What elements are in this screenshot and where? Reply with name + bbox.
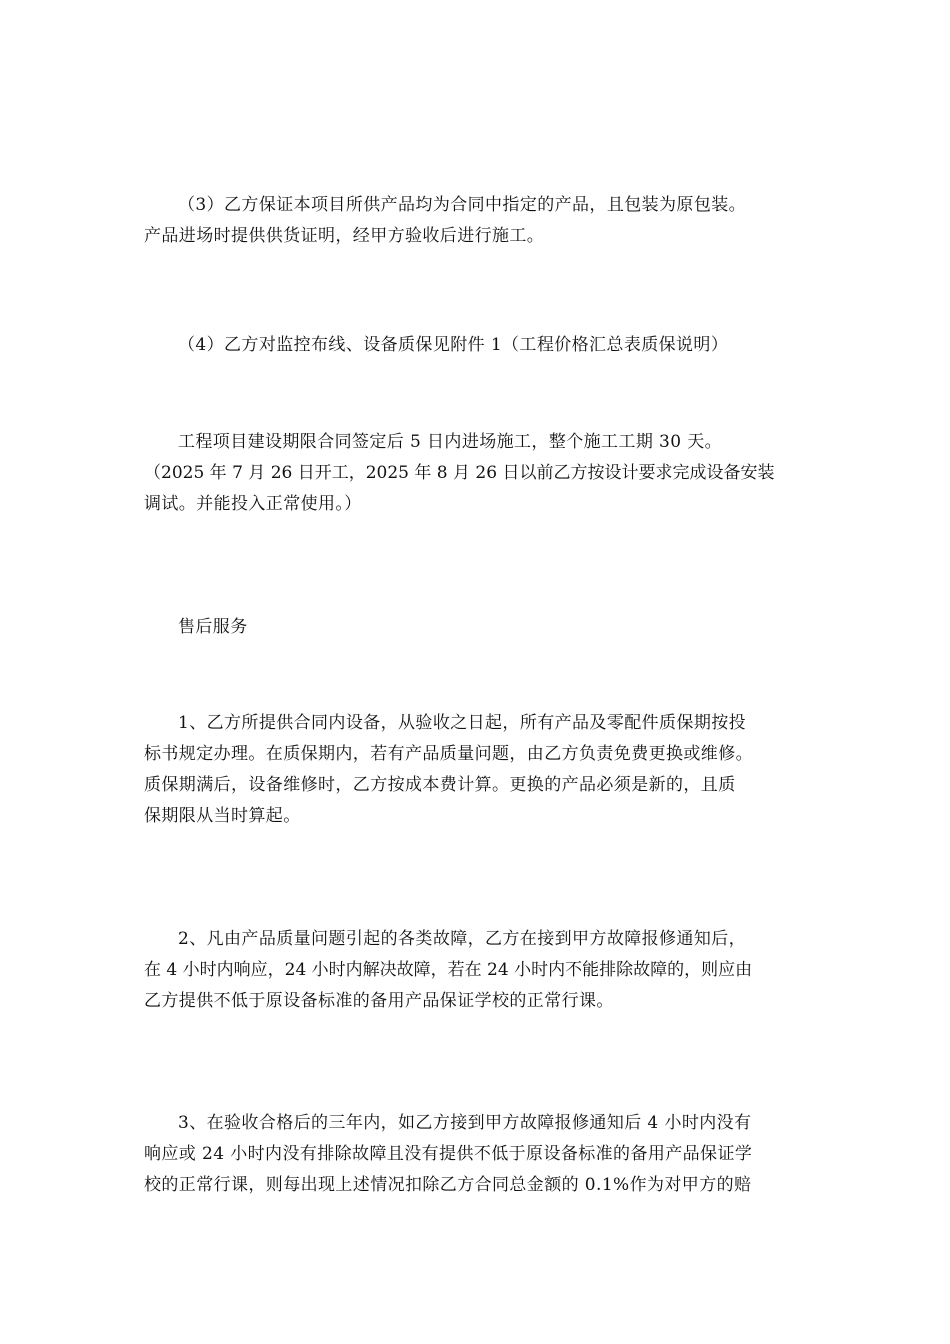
paragraph-after-sales-3	[144, 1108, 814, 1201]
text-line: 1、乙方所提供合同内设备，从验收之日起，所有产品及零配件质保期按投	[178, 713, 747, 733]
text-line: 调试。并能投入正常使用。）	[144, 494, 362, 514]
section-heading: 售后服务	[178, 617, 248, 637]
text-line: 2、凡由产品质量问题引起的各类故障，乙方在接到甲方故障报修通知后，	[178, 929, 747, 949]
paragraph-4-warranty-reference	[144, 330, 814, 361]
text-line: （4）乙方对监控布线、设备质保见附件 1（工程价格汇总表质保说明）	[178, 335, 729, 355]
text-line: （3）乙方保证本项目所供产品均为合同中指定的产品，且包装为原包装。	[178, 195, 747, 215]
text-line: 3、在验收合格后的三年内，如乙方接到甲方故障报修通知后 4 小时内没有	[178, 1113, 752, 1133]
text-line: 在 4 小时内响应，24 小时内解决故障，若在 24 小时内不能排除故障的，则应由	[144, 960, 753, 980]
section-heading-after-sales	[144, 612, 814, 643]
text-line: 产品进场时提供供货证明，经甲方验收后进行施工。	[144, 226, 545, 246]
text-line: 标书规定办理。在质保期内，若有产品质量问题，由乙方负责免费更换或维修。	[144, 744, 753, 764]
text-line: （2025 年 7 月 26 日开工，2025 年 8 月 26 日以前乙方按设计要求完成设备安装	[144, 463, 775, 483]
paragraph-construction-period	[144, 427, 814, 520]
paragraph-3-product-guarantee	[144, 190, 814, 252]
text-line: 质保期满后，设备维修时，乙方按成本费计算。更换的产品必须是新的，且质	[144, 775, 736, 795]
text-line: 校的正常行课，则每出现上述情况扣除乙方合同总金额的 0.1%作为对甲方的赔	[144, 1175, 752, 1195]
text-line: 保期限从当时算起。	[144, 806, 301, 826]
text-line: 工程项目建设期限合同签定后 5 日内进场施工，整个施工工期 30 天。	[178, 432, 723, 452]
text-line: 响应或 24 小时内没有排除故障且没有提供不低于原设备标准的备用产品保证学	[144, 1144, 753, 1164]
paragraph-after-sales-1	[144, 708, 814, 832]
paragraph-after-sales-2	[144, 924, 814, 1017]
text-line: 乙方提供不低于原设备标准的备用产品保证学校的正常行课。	[144, 991, 614, 1011]
